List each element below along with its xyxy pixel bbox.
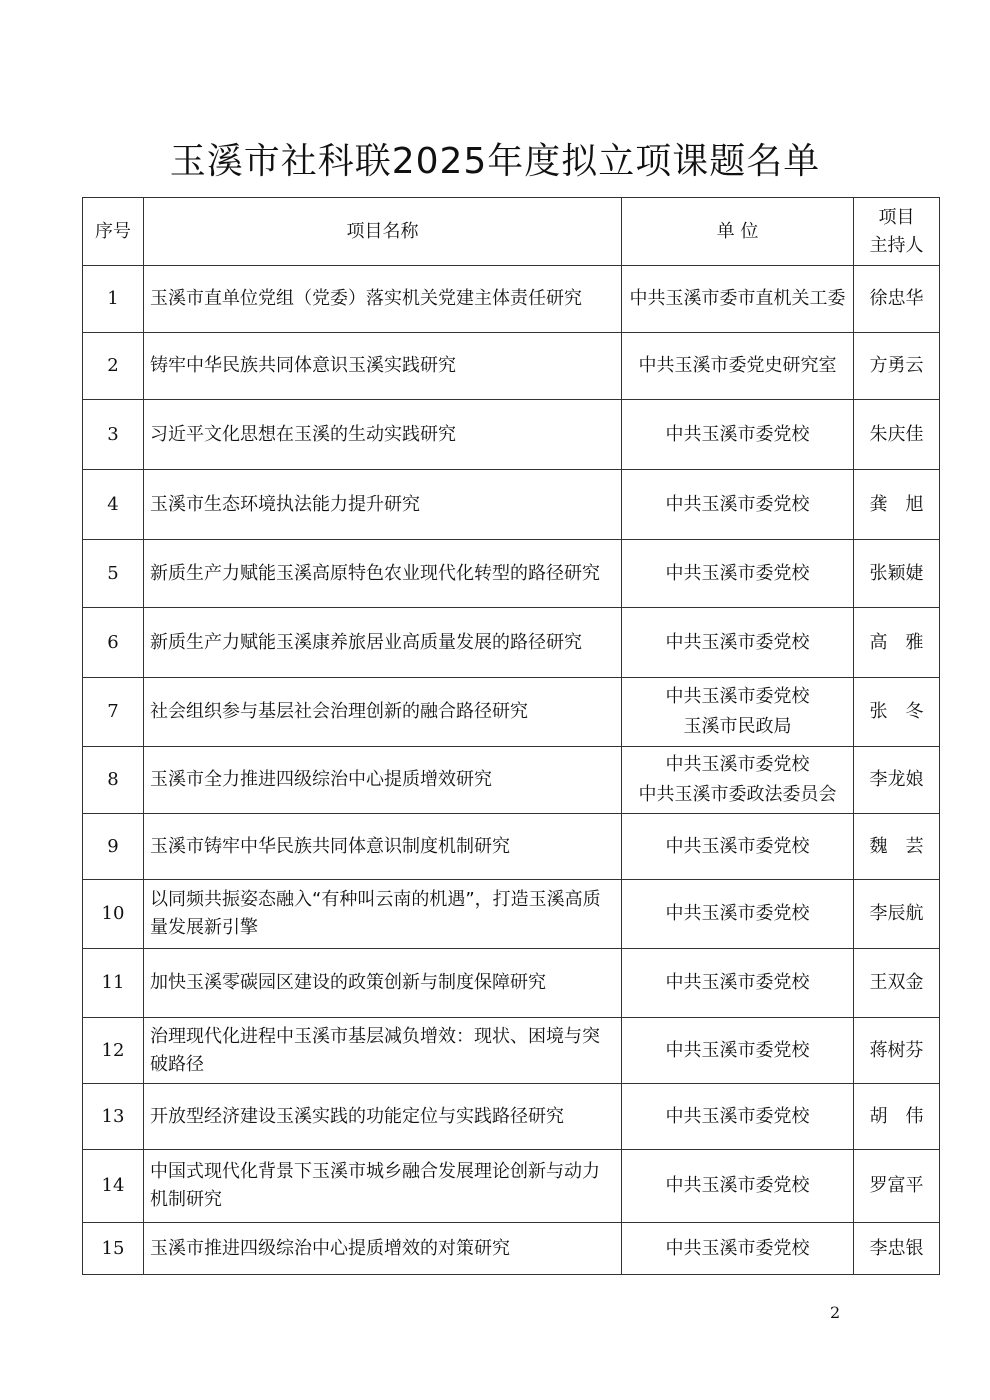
row-number: 5 xyxy=(83,540,144,608)
project-name: 加快玉溪零碳园区建设的政策创新与制度保障研究 xyxy=(144,949,622,1018)
unit-name: 中共玉溪市委党校 xyxy=(665,423,810,445)
table-row xyxy=(83,333,940,400)
unit-name: 中共玉溪市委党校 xyxy=(665,631,810,653)
host-name: 李忠银 xyxy=(854,1223,940,1275)
table-row xyxy=(83,470,940,540)
project-name: 新质生产力赋能玉溪高原特色农业现代化转型的路径研究 xyxy=(144,540,622,608)
host-name: 张颖婕 xyxy=(854,540,940,608)
project-name: 以同频共振姿态融入“有种叫云南的机遇”，打造玉溪高质量发展新引擎 xyxy=(144,880,622,949)
unit-cell xyxy=(622,880,854,949)
row-number: 11 xyxy=(83,949,144,1018)
unit-name: 中共玉溪市委党校 xyxy=(665,903,810,924)
project-name: 新质生产力赋能玉溪康养旅居业高质量发展的路径研究 xyxy=(144,608,622,678)
unit-cell xyxy=(622,1150,854,1223)
row-number: 2 xyxy=(83,333,144,400)
host-name: 罗富平 xyxy=(854,1150,940,1223)
unit-name: 中共玉溪市委党校 xyxy=(665,835,810,857)
project-name: 玉溪市生态环境执法能力提升研究 xyxy=(144,470,622,540)
project-name: 习近平文化思想在玉溪的生动实践研究 xyxy=(144,400,622,470)
host-name: 朱庆佳 xyxy=(854,400,940,470)
unit-name: 中共玉溪市委政法委员会 xyxy=(638,784,837,805)
project-name: 玉溪市直单位党组（党委）落实机关党建主体责任研究 xyxy=(144,266,622,333)
header-host-line2: 主持人 xyxy=(869,234,924,256)
row-number: 15 xyxy=(83,1223,144,1275)
host-name: 方勇云 xyxy=(854,333,940,400)
unit-cell xyxy=(622,747,854,814)
row-number: 3 xyxy=(83,400,144,470)
host-name: 徐忠华 xyxy=(854,266,940,333)
project-name: 玉溪市推进四级综治中心提质增效的对策研究 xyxy=(144,1223,622,1275)
host-name: 魏 芸 xyxy=(854,814,940,880)
header-no: 序号 xyxy=(83,198,144,266)
table-row xyxy=(83,949,940,1018)
unit-cell xyxy=(622,266,854,333)
unit-name: 中共玉溪市委党校 xyxy=(665,686,810,707)
project-name: 开放型经济建设玉溪实践的功能定位与实践路径研究 xyxy=(144,1084,622,1150)
project-table xyxy=(82,197,940,1275)
row-number: 7 xyxy=(83,678,144,747)
row-number: 12 xyxy=(83,1018,144,1084)
page-number: 2 xyxy=(830,1303,841,1322)
row-number: 14 xyxy=(83,1150,144,1223)
row-number: 6 xyxy=(83,608,144,678)
unit-cell xyxy=(622,608,854,678)
table-row xyxy=(83,608,940,678)
row-number: 13 xyxy=(83,1084,144,1150)
unit-name: 中共玉溪市委党校 xyxy=(665,562,810,584)
unit-cell xyxy=(622,333,854,400)
unit-name: 中共玉溪市委党校 xyxy=(665,754,810,775)
unit-name: 中共玉溪市委党校 xyxy=(665,493,810,515)
host-name: 李辰航 xyxy=(854,880,940,949)
unit-name: 中共玉溪市委党校 xyxy=(665,972,810,993)
host-name: 张 冬 xyxy=(854,678,940,747)
table-body xyxy=(83,266,940,1275)
row-number: 10 xyxy=(83,880,144,949)
table-row xyxy=(83,880,940,949)
host-name: 李龙娘 xyxy=(854,747,940,814)
row-number: 1 xyxy=(83,266,144,333)
table-row xyxy=(83,1223,940,1275)
table-row xyxy=(83,678,940,747)
header-host-line1: 项目 xyxy=(878,206,915,228)
host-name: 龚 旭 xyxy=(854,470,940,540)
unit-name: 中共玉溪市委党校 xyxy=(665,1175,810,1196)
table-row xyxy=(83,1084,940,1150)
row-number: 4 xyxy=(83,470,144,540)
row-number: 8 xyxy=(83,747,144,814)
unit-cell xyxy=(622,1018,854,1084)
row-number: 9 xyxy=(83,814,144,880)
table-row xyxy=(83,1018,940,1084)
project-name: 玉溪市全力推进四级综治中心提质增效研究 xyxy=(144,747,622,814)
unit-name: 中共玉溪市委市直机关工委 xyxy=(629,288,846,309)
table-row xyxy=(83,1150,940,1223)
unit-cell xyxy=(622,678,854,747)
header-unit: 单 位 xyxy=(622,198,854,266)
table-row xyxy=(83,266,940,333)
header-name: 项目名称 xyxy=(144,198,622,266)
unit-name: 中共玉溪市委党史研究室 xyxy=(638,355,837,376)
unit-name: 玉溪市民政局 xyxy=(683,716,792,737)
host-name: 胡 伟 xyxy=(854,1084,940,1150)
unit-cell xyxy=(622,400,854,470)
table-row xyxy=(83,540,940,608)
unit-name: 中共玉溪市委党校 xyxy=(665,1039,810,1061)
unit-cell xyxy=(622,540,854,608)
table-header-row xyxy=(83,198,940,266)
project-name: 玉溪市铸牢中华民族共同体意识制度机制研究 xyxy=(144,814,622,880)
project-name: 社会组织参与基层社会治理创新的融合路径研究 xyxy=(144,678,622,747)
table-row xyxy=(83,814,940,880)
unit-name: 中共玉溪市委党校 xyxy=(665,1105,810,1127)
unit-cell xyxy=(622,1223,854,1275)
project-name: 治理现代化进程中玉溪市基层减负增效：现状、困境与突破路径 xyxy=(144,1018,622,1084)
unit-cell xyxy=(622,470,854,540)
unit-name: 中共玉溪市委党校 xyxy=(665,1237,810,1259)
unit-cell xyxy=(622,1084,854,1150)
page-title: 玉溪市社科联2025年度拟立项课题名单 xyxy=(169,141,821,182)
project-name: 中国式现代化背景下玉溪市城乡融合发展理论创新与动力机制研究 xyxy=(144,1150,622,1223)
project-name: 铸牢中华民族共同体意识玉溪实践研究 xyxy=(144,333,622,400)
header-host xyxy=(854,198,940,266)
host-name: 王双金 xyxy=(854,949,940,1018)
unit-cell xyxy=(622,949,854,1018)
table-row xyxy=(83,747,940,814)
host-name: 高 雅 xyxy=(854,608,940,678)
unit-cell xyxy=(622,814,854,880)
host-name: 蒋树芬 xyxy=(854,1018,940,1084)
table-row xyxy=(83,400,940,470)
